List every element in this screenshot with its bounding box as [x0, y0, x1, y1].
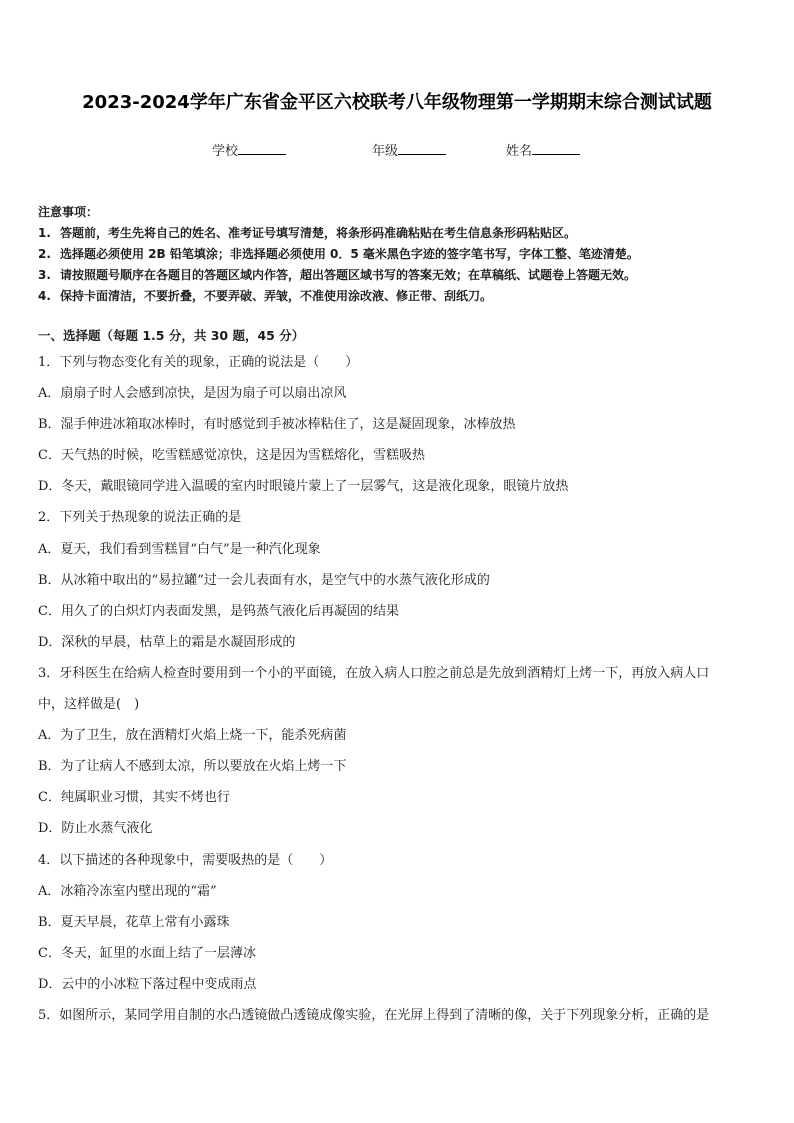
- option-line: B．湿手伸进冰箱取冰棒时，有时感觉到手被冰棒粘住了，这是凝固现象，冰棒放热: [38, 417, 516, 433]
- note-number: 4.: [38, 289, 51, 303]
- name-field: [506, 140, 580, 159]
- note-item: [38, 265, 758, 286]
- option-line: A．夏天，我们看到雪糕冒“白气”是一种汽化现象: [38, 541, 321, 557]
- question-line: 1．下列与物态变化有关的现象，正确的说法是（ ）: [38, 355, 359, 370]
- note-item: [38, 223, 758, 244]
- option-line: B．为了让病人不感到太凉，所以要放在火焰上烤一下: [38, 759, 347, 775]
- question-line: 2．下列关于热现象的说法正确的是: [38, 510, 242, 526]
- option-line: B．夏天早晨，花草上常有小露珠: [38, 914, 230, 930]
- question-line: 3．牙科医生在给病人检查时要用到一个小的平面镜，在放入病人口腔之前总是先放到酒精灯上烤一下，再放入病人口: [38, 665, 710, 681]
- option-line: D．防止水蒸气液化: [38, 821, 153, 837]
- question-list: [38, 352, 762, 1036]
- note-number: 1.: [38, 226, 51, 240]
- option-line: A．为了卫生，放在酒精灯火焰上烧一下，能杀死病菌: [38, 728, 347, 744]
- question-line-continued: 中，这样做是( ): [38, 697, 140, 713]
- option-line: A．扇扇子时人会感到凉快，是因为扇子可以扇出凉风: [38, 386, 347, 402]
- note-text: 请按照题号顺序在各题目的答题区域内作答，超出答题区域书写的答案无效；在草稿纸、试题卷上答题无效。: [60, 268, 637, 282]
- option-line: A．冰箱冷冻室内壁出现的“霜”: [38, 883, 217, 899]
- option-line: C．冬天，缸里的水面上结了一层薄冰: [38, 945, 256, 961]
- page-title: 2023-2024学年广东省金平区六校联考八年级物理第一学期期末综合测试试题: [82, 92, 712, 113]
- question-line: 5．如图所示，某同学用自制的水凸透镜做凸透镜成像实验，在光屏上得到了清晰的像，关于下列现象分析，正确的是: [38, 1007, 710, 1023]
- school-blank: [238, 142, 286, 155]
- option-line: C．天气热的时候，吃雪糕感觉凉快，这是因为雪糕熔化，雪糕吸热: [38, 448, 425, 464]
- question-line: 4．以下描述的各种现象中，需要吸热的是（ ）: [38, 852, 333, 868]
- option-line: D．云中的小冰粒下落过程中变成雨点: [38, 976, 257, 992]
- school-field: [212, 140, 286, 159]
- option-line: D．深秋的早晨，枯草上的霜是水凝固形成的: [38, 634, 296, 650]
- note-text: 保持卡面清洁，不要折叠，不要弄破、弄皱，不准使用涂改液、修正带、刮纸刀。: [60, 289, 493, 303]
- note-text: 答题前，考生先将自己的姓名、准考证号填写清楚，将条形码准确粘贴在考生信息条形码粘贴区。: [60, 226, 577, 240]
- note-item: [38, 244, 758, 265]
- note-item: [38, 286, 758, 307]
- note-number: 3.: [38, 268, 51, 282]
- option-line: B．从冰箱中取出的“易拉罐”过一会儿表面有水，是空气中的水蒸气液化形成的: [38, 572, 490, 588]
- grade-blank: [398, 142, 446, 155]
- student-info-row: [0, 140, 794, 160]
- name-blank: [532, 142, 580, 155]
- section-heading: 一、选择题（每题 1.5 分，共 30 题，45 分）: [38, 328, 305, 343]
- note-number: 2.: [38, 247, 51, 261]
- school-label: 学校: [212, 144, 239, 159]
- option-line: C．用久了的白炽灯内表面发黑，是钨蒸气液化后再凝固的结果: [38, 603, 399, 619]
- grade-field: [372, 140, 446, 159]
- grade-label: 年级: [372, 144, 399, 159]
- notes-block: [38, 202, 758, 307]
- option-line: C．纯属职业习惯，其实不烤也行: [38, 790, 230, 806]
- note-text: 选择题必须使用 2B 铅笔填涂；非选择题必须使用 0．5 毫米黑色字迹的签字笔书写，字体工整、笔迹清楚。: [60, 247, 639, 261]
- name-label: 姓名: [506, 144, 533, 159]
- notes-heading: 注意事项：: [38, 205, 99, 219]
- option-line: D．冬天，戴眼镜同学进入温暖的室内时眼镜片蒙上了一层雾气，这是液化现象，眼镜片放热: [38, 479, 569, 495]
